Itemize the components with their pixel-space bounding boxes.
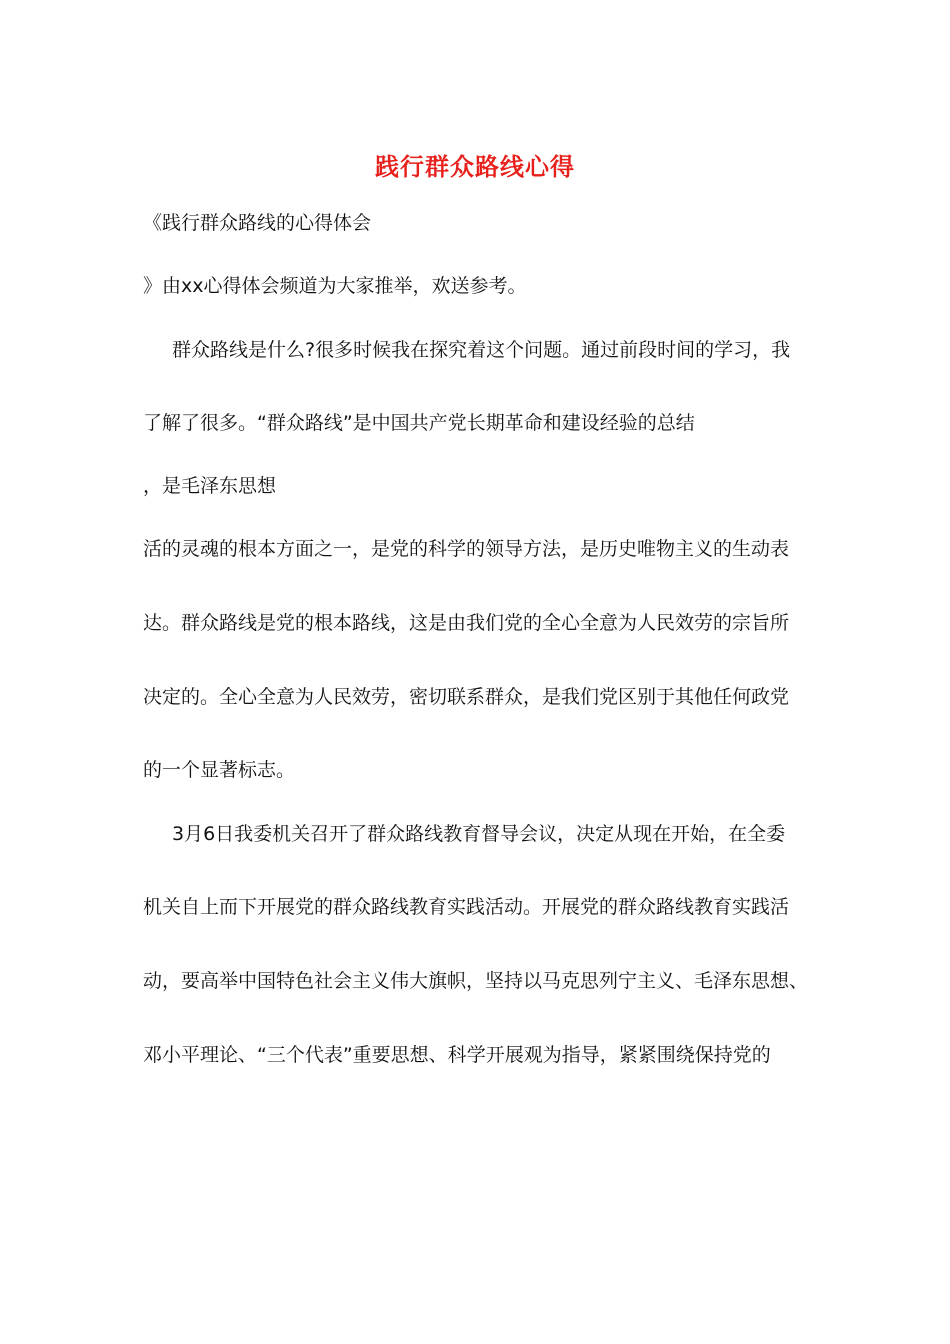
text-line: 动，要高举中国特色社会主义伟大旗帜，坚持以马克思列宁主义、毛泽东思想、 — [143, 970, 809, 992]
paragraph-line: 3月6日我委机关召开了群众路线教育督导会议，决定从现在开始，在全委 — [172, 823, 786, 845]
text-line: 活的灵魂的根本方面之一，是党的科学的领导方法，是历史唯物主义的生动表 — [143, 538, 790, 560]
text-line: ，是毛泽东思想 — [143, 475, 277, 497]
page-title: 践行群众路线心得 — [375, 152, 575, 181]
text-line: 的一个显著标志。 — [143, 759, 296, 781]
text-line: 《践行群众路线的心得体会 — [143, 212, 372, 234]
text-line: 》由xx心得体会频道为大家推举，欢送参考。 — [143, 275, 527, 297]
text-line: 了解了很多。“群众路线”是中国共产党长期革命和建设经验的总结 — [143, 412, 695, 434]
text-line: 机关自上而下开展党的群众路线教育实践活动。开展党的群众路线教育实践活 — [143, 896, 790, 918]
text-line: 决定的。全心全意为人民效劳，密切联系群众，是我们党区别于其他任何政党 — [143, 686, 790, 708]
text-line: 邓小平理论、“三个代表”重要思想、科学开展观为指导，紧紧围绕保持党的 — [143, 1044, 771, 1066]
paragraph-line: 群众路线是什么?很多时候我在探究着这个问题。通过前段时间的学习，我 — [172, 339, 791, 361]
text-line: 达。群众路线是党的根本路线，这是由我们党的全心全意为人民效劳的宗旨所 — [143, 612, 790, 634]
